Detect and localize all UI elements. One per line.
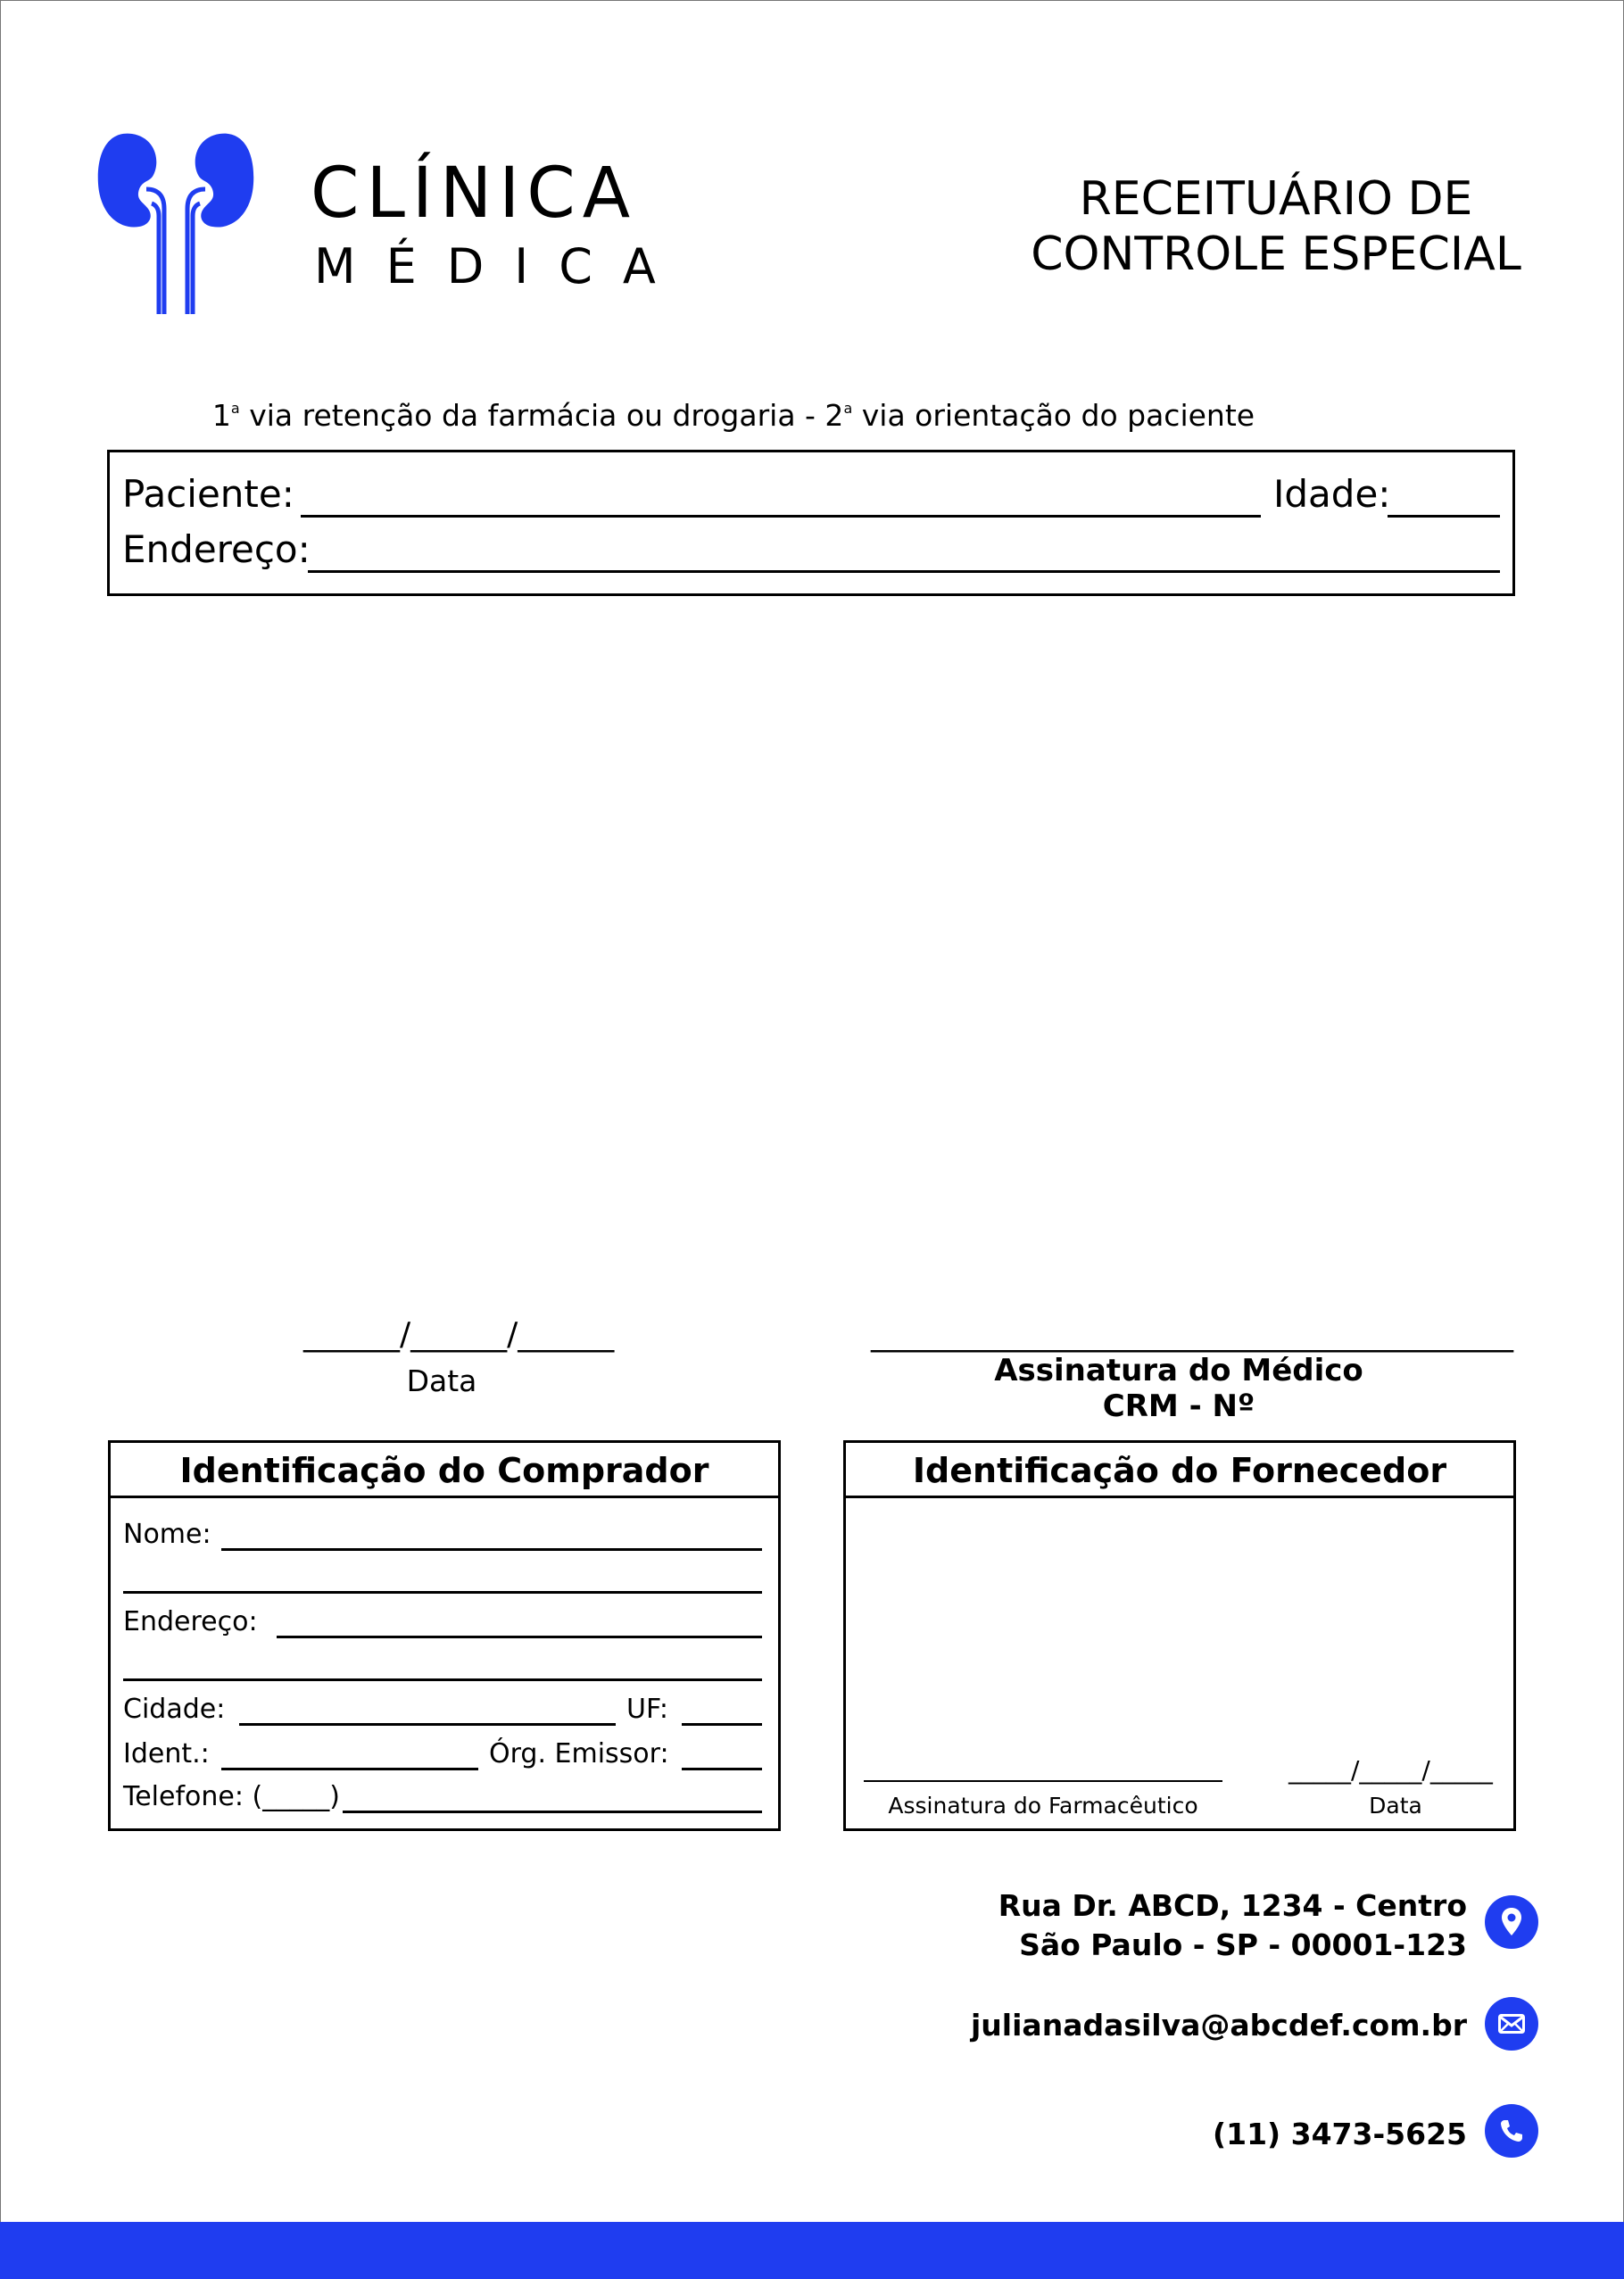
patient-age-field[interactable] [1388, 515, 1500, 518]
phone-text[interactable]: (11) 3473-5625 [1213, 2117, 1467, 2151]
patient-address-field[interactable] [308, 570, 1500, 573]
phone-icon [1485, 2104, 1538, 2158]
buyer-phone-field[interactable] [343, 1811, 762, 1813]
via-note-sup2: a [843, 400, 853, 417]
supplier-box-title: Identificação do Fornecedor [846, 1443, 1513, 1498]
address-block [803, 1886, 1467, 1965]
buyer-box [108, 1440, 781, 1831]
pharmacist-signature-label: Assinatura do Farmacêutico [888, 1793, 1198, 1819]
buyer-uf-field[interactable] [682, 1723, 762, 1726]
address-line2: São Paulo - SP - 00001-123 [1019, 1927, 1467, 1962]
supplier-box [843, 1440, 1516, 1831]
bottom-bar [0, 2222, 1624, 2279]
via-note-part1: 1 [211, 398, 231, 433]
crm-label: CRM - Nº [1102, 1388, 1255, 1424]
doctor-signature-line[interactable]: ________________________________________ [871, 1316, 1513, 1353]
via-note-part2: via retenção da farmácia ou drogaria - 2 [239, 398, 844, 433]
doctor-signature-label: Assinatura do Médico [994, 1353, 1363, 1388]
buyer-address-field-2[interactable] [123, 1678, 762, 1681]
buyer-phone-label: Telefone: (_____) [123, 1781, 340, 1812]
buyer-box-title: Identificação do Comprador [111, 1443, 778, 1498]
kidneys-icon [96, 130, 255, 316]
buyer-city-label: Cidade: [123, 1694, 226, 1725]
via-note-part3: via orientação do paciente [852, 398, 1255, 433]
document-title-line1: RECEITUÁRIO DE [1079, 172, 1473, 226]
patient-address-label: Endereço: [122, 527, 311, 571]
buyer-city-field[interactable] [239, 1723, 616, 1726]
document-title-line2: CONTROLE ESPECIAL [1031, 228, 1521, 281]
email-text[interactable]: julianadasilva@abcdef.com.br [971, 2008, 1467, 2043]
supplier-date-label: Data [1369, 1793, 1422, 1819]
buyer-name-field[interactable] [221, 1548, 762, 1551]
buyer-ident-field[interactable] [221, 1768, 478, 1770]
via-note [0, 398, 1624, 433]
logo-text-medica: MÉDICA [314, 238, 686, 294]
buyer-address-label: Endereço: [123, 1606, 258, 1637]
buyer-name-label: Nome: [123, 1519, 211, 1550]
buyer-org-field[interactable] [682, 1768, 762, 1770]
document-title [999, 171, 1553, 282]
via-note-sup1: a [230, 400, 240, 417]
date-blank[interactable]: ______/______/______ [303, 1316, 615, 1353]
logo-text-clinica: CLÍNICA [311, 153, 638, 234]
supplier-date-blank[interactable]: _____/_____/_____ [1288, 1755, 1493, 1785]
pharmacist-signature-line[interactable] [864, 1780, 1222, 1782]
date-label: Data [406, 1363, 477, 1398]
buyer-name-field-2[interactable] [123, 1591, 762, 1594]
patient-age-label: Idade: [1273, 472, 1391, 516]
address-line1: Rua Dr. ABCD, 1234 - Centro [998, 1888, 1467, 1923]
buyer-address-field[interactable] [277, 1636, 762, 1638]
location-pin-icon [1485, 1895, 1538, 1949]
patient-name-label: Paciente: [122, 472, 294, 516]
envelope-icon [1485, 1997, 1538, 2051]
buyer-org-label: Órg. Emissor: [489, 1738, 669, 1769]
buyer-ident-label: Ident.: [123, 1738, 210, 1769]
patient-box [107, 450, 1515, 596]
patient-name-field[interactable] [301, 515, 1261, 518]
buyer-uf-label: UF: [626, 1694, 668, 1725]
